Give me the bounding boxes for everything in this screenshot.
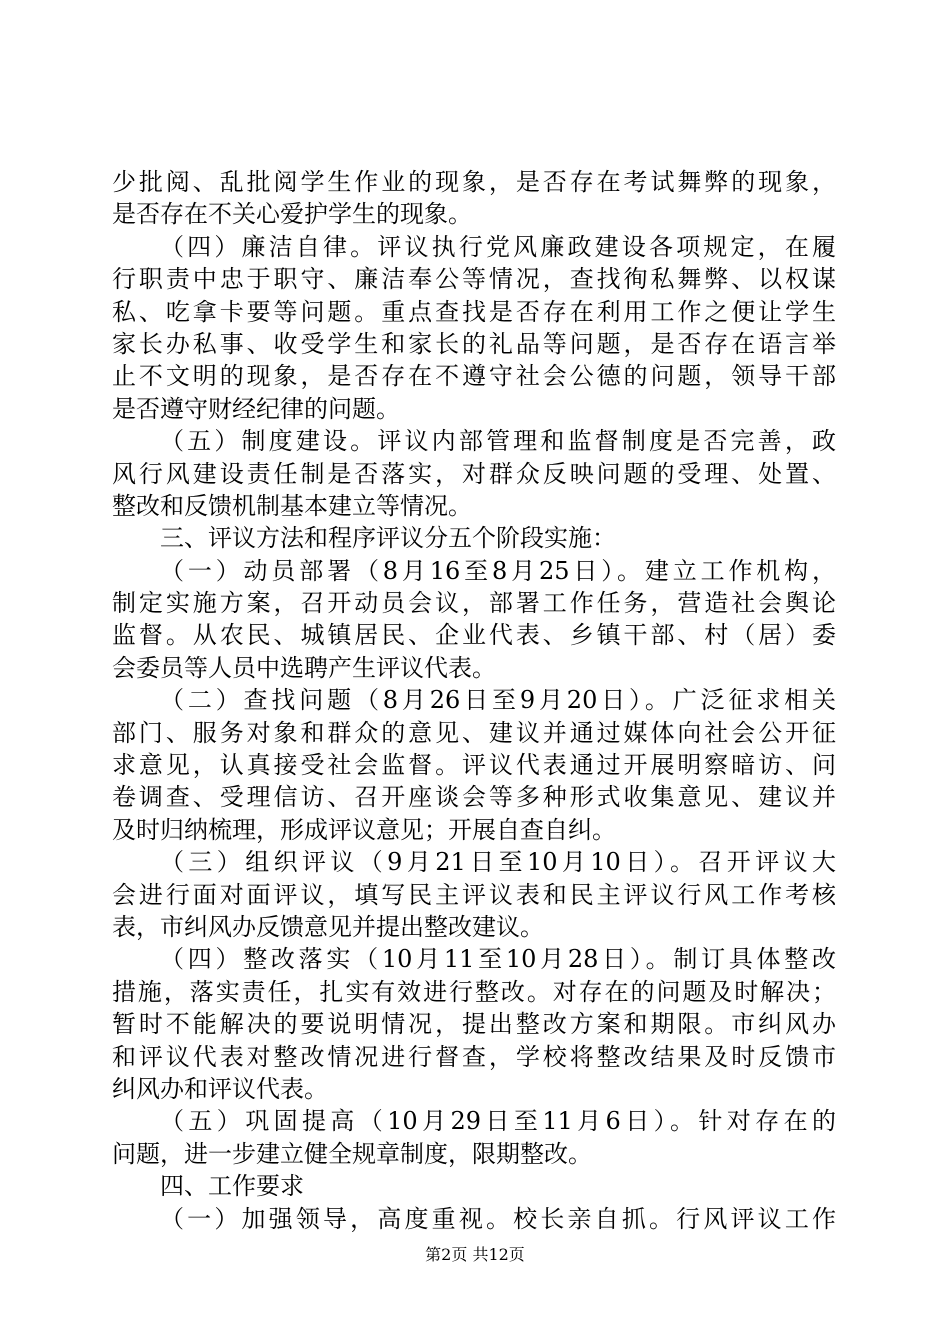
text-line: 求意见，认真接受社会监督。评议代表通过开展明察暗访、问: [112, 751, 836, 780]
text-line: 暂时不能解决的要说明情况，提出整改方案和期限。市纠风办: [112, 1010, 836, 1039]
document-body: [112, 166, 836, 1235]
text-line: 整改和反馈机制基本建立等情况。: [112, 491, 472, 520]
text-line: （一）加强领导，高度重视。校长亲自抓。行风评议工作: [160, 1204, 836, 1233]
text-line: （四）廉洁自律。评议执行党风廉政建设各项规定，在履: [160, 232, 836, 261]
text-line: 表，市纠风办反馈意见并提出整改建议。: [112, 912, 544, 941]
text-line: （一）动员部署（8月16至8月25日）。建立工作机构，: [160, 556, 836, 585]
text-line: 纠风办和评议代表。: [112, 1074, 328, 1103]
text-line: 止不文明的现象，是否存在不遵守社会公德的问题，领导干部: [112, 362, 836, 391]
text-line: （二）查找问题（8月26日至9月20日）。广泛征求相关: [160, 686, 836, 715]
text-line: 措施，落实责任，扎实有效进行整改。对存在的问题及时解决；: [112, 977, 836, 1006]
page-footer: [0, 1242, 950, 1265]
text-line: 少批阅、乱批阅学生作业的现象，是否存在考试舞弊的现象，: [112, 168, 836, 196]
text-line: （四）整改落实（10月11至10月28日）。制订具体整改: [160, 945, 836, 974]
text-line: 家长办私事、收受学生和家长的礼品等问题，是否存在语言举: [112, 329, 836, 358]
text-line: （三）组织评议（9月21日至10月10日）。召开评议大: [160, 848, 836, 877]
text-line: 四、工作要求: [160, 1172, 304, 1201]
text-line: 会委员等人员中选聘产生评议代表。: [112, 653, 496, 682]
text-line: （五）制度建设。评议内部管理和监督制度是否完善，政: [160, 427, 836, 456]
text-line: 和评议代表对整改情况进行督查，学校将整改结果及时反馈市: [112, 1042, 836, 1071]
text-line: 风行风建设责任制是否落实，对群众反映问题的受理、处置、: [112, 459, 836, 488]
text-line: 部门、服务对象和群众的意见、建议并通过媒体向社会公开征: [112, 718, 836, 747]
text-line: 会进行面对面评议，填写民主评议表和民主评议行风工作考核: [112, 880, 836, 909]
text-line: 私、吃拿卡要等问题。重点查找是否存在利用工作之便让学生: [112, 297, 836, 326]
text-line: 问题，进一步建立健全规章制度，限期整改。: [112, 1139, 592, 1168]
text-line: 及时归纳梳理，形成评议意见；开展自查自纠。: [112, 815, 616, 844]
text-line: （五）巩固提高（10月29日至11月6日）。针对存在的: [160, 1107, 836, 1136]
text-line: 是否遵守财经纪律的问题。: [112, 394, 400, 423]
text-line: 行职责中忠于职守、廉洁奉公等情况，查找徇私舞弊、以权谋: [112, 265, 836, 294]
text-line: 是否存在不关心爱护学生的现象。: [112, 200, 472, 229]
text-line: 卷调查、受理信访、召开座谈会等多种形式收集意见、建议并: [112, 783, 836, 812]
text-line: 制定实施方案，召开动员会议，部署工作任务，营造社会舆论: [112, 589, 836, 618]
page-number-label: 第2页 共12页: [425, 1245, 525, 1264]
text-line: 监督。从农民、城镇居民、企业代表、乡镇干部、村（居）委: [112, 621, 836, 650]
text-line: 三、评议方法和程序评议分五个阶段实施：: [160, 524, 616, 553]
